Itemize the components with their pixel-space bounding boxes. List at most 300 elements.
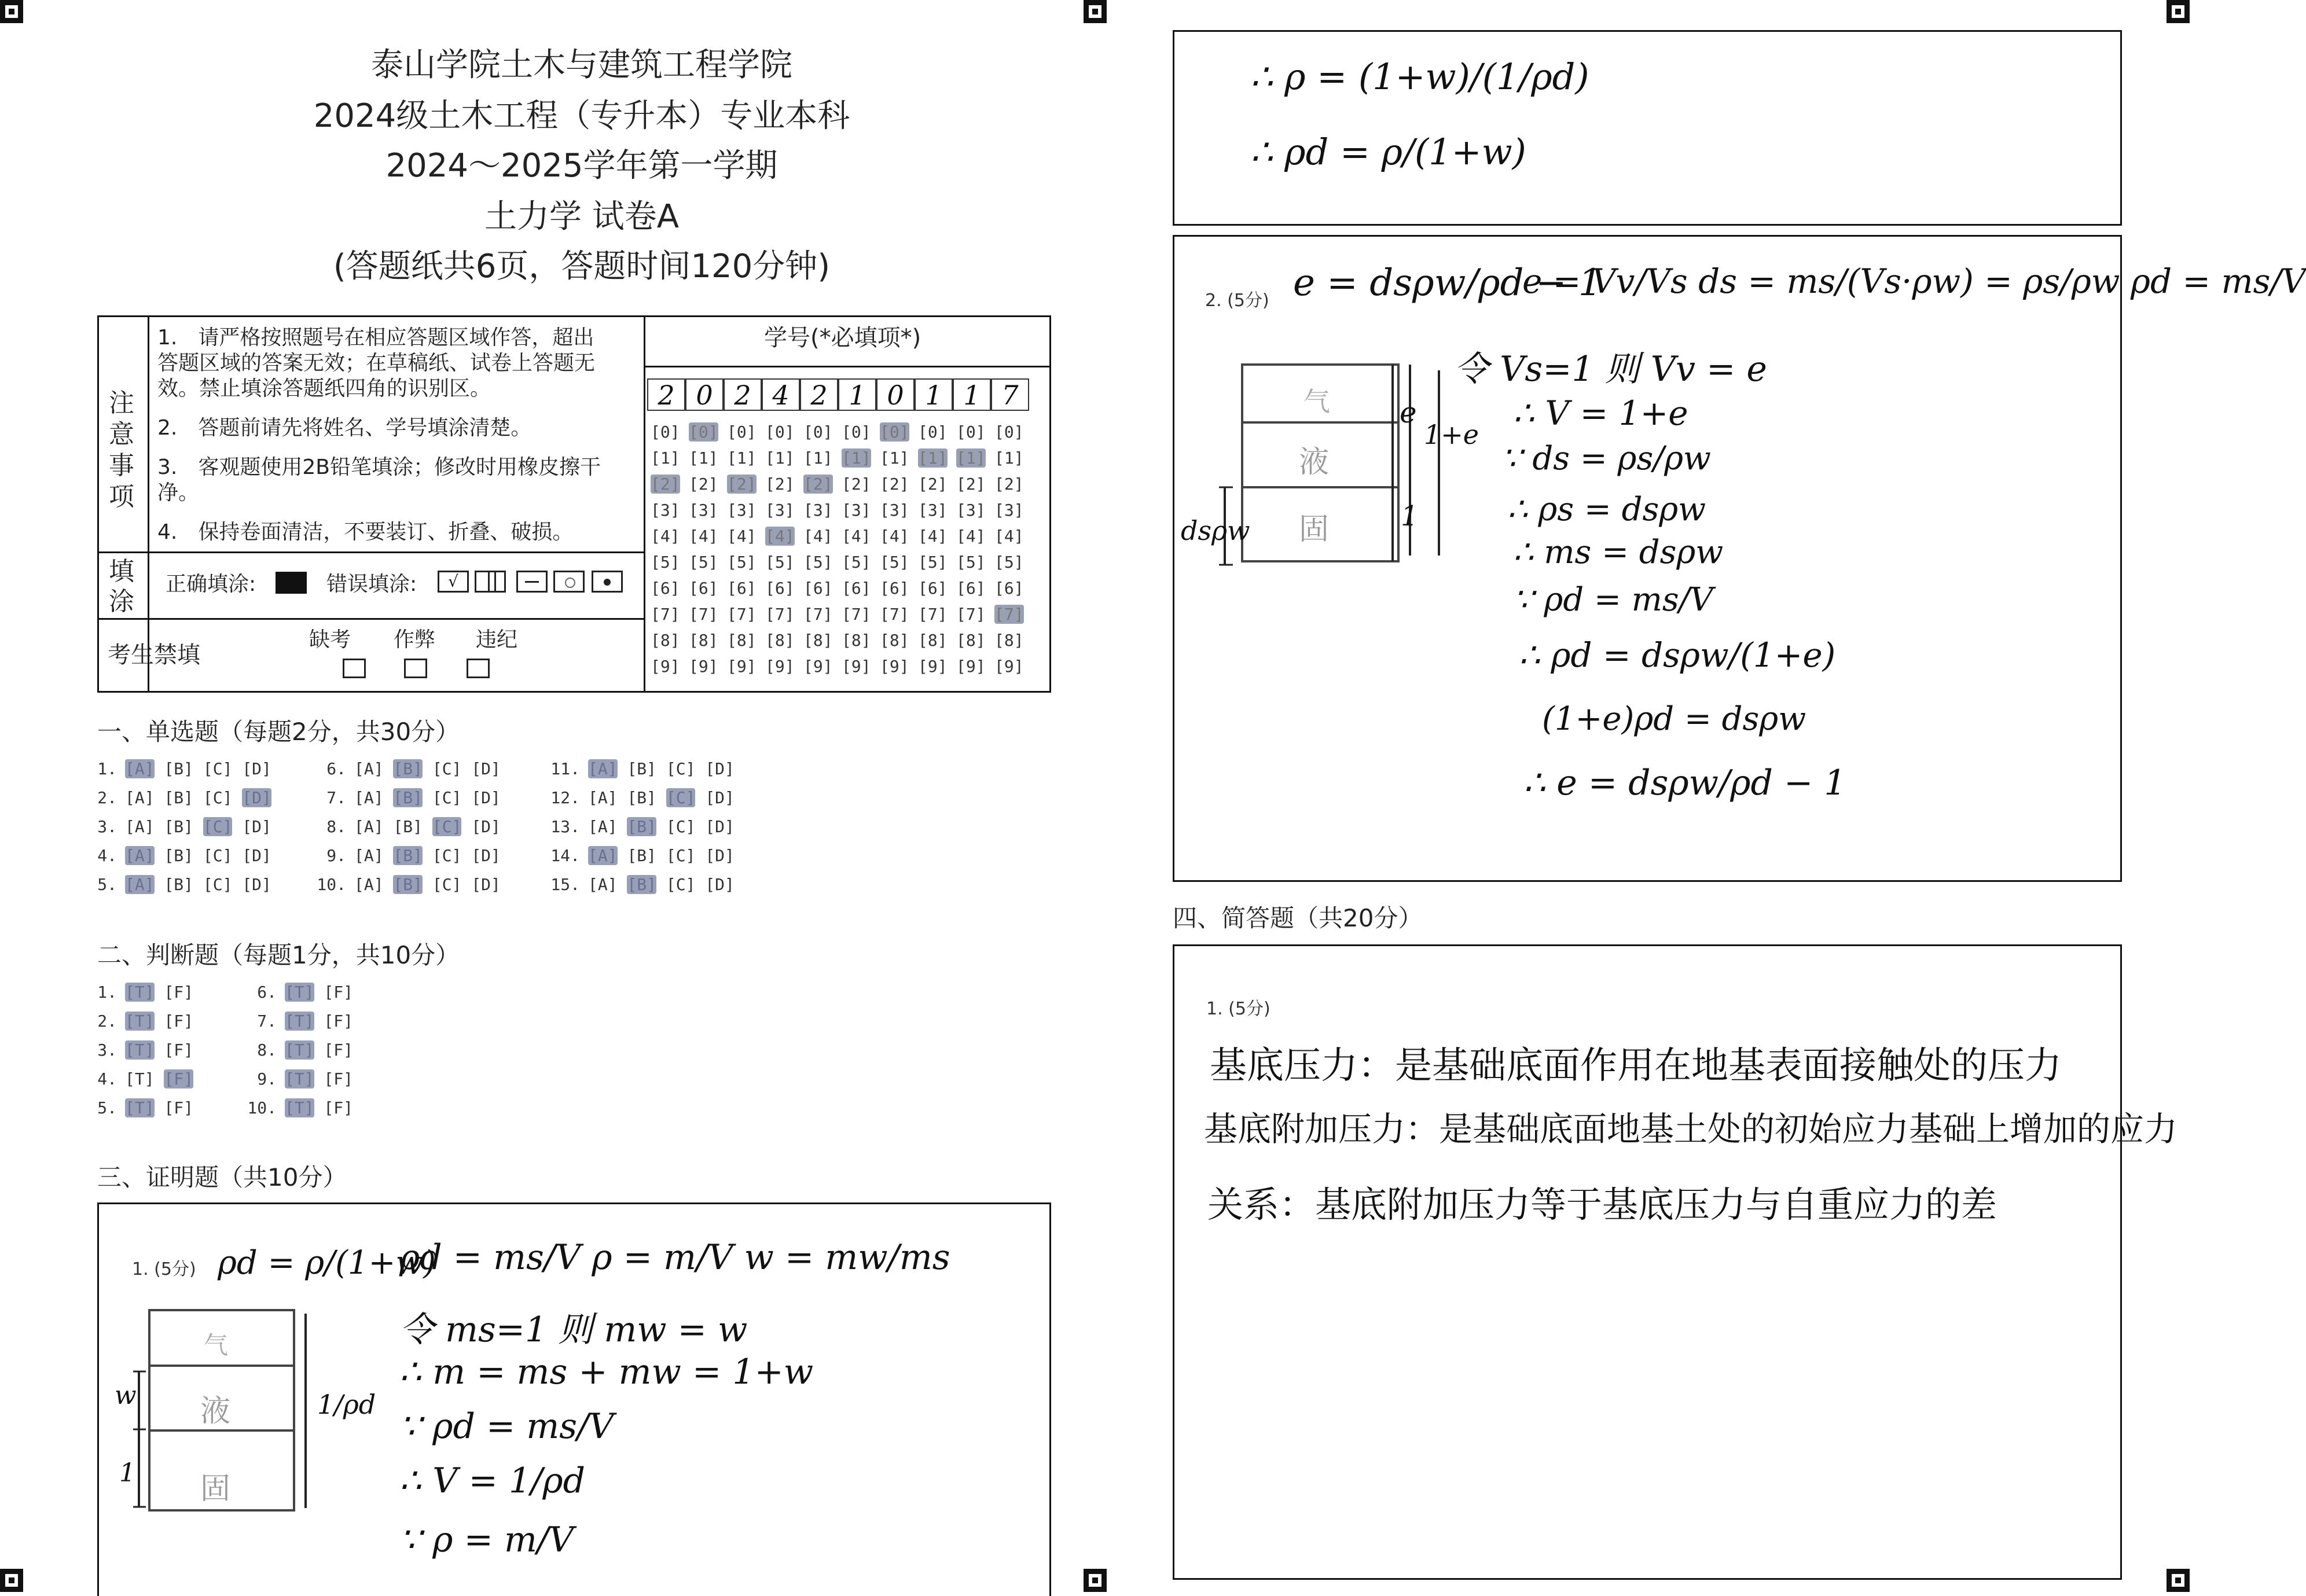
- fill-label: 填涂: [109, 557, 134, 616]
- short-answer-q1-label: 1. (5分): [1206, 999, 1270, 1019]
- option-bubble-d[interactable]: [D]: [242, 788, 271, 807]
- student-id-digit: 2: [800, 378, 838, 411]
- student-id-bubble[interactable]: [5]: [765, 553, 795, 572]
- option-bubble-f[interactable]: [F]: [324, 1040, 354, 1060]
- option-bubble-d[interactable]: [D]: [705, 817, 735, 836]
- proof-q2-line9: ∴ e = dsρw/ρd − 1: [1523, 763, 1846, 803]
- student-id-bubble[interactable]: [1]: [956, 448, 986, 468]
- student-id-label: 学号(*必填项*): [764, 325, 921, 351]
- section2-question-row[interactable]: [80, 1098, 193, 1117]
- student-id-bubble[interactable]: [0]: [765, 422, 795, 442]
- student-id-bubble[interactable]: [3]: [803, 501, 833, 520]
- section1-question-row[interactable]: [80, 846, 271, 865]
- option-bubble-b[interactable]: [B]: [393, 759, 423, 778]
- student-id-bubble[interactable]: [7]: [727, 605, 757, 624]
- question-number: 8.: [326, 817, 346, 836]
- option-bubble-f[interactable]: [F]: [164, 1040, 194, 1060]
- option-bubble-c[interactable]: [C]: [432, 759, 462, 778]
- diagram-q2-e: e: [1400, 396, 1417, 429]
- proof-q2-line2: ∴ V = 1+e: [1513, 394, 1688, 433]
- option-bubble-t[interactable]: [T]: [125, 1012, 155, 1031]
- section1-question-row[interactable]: [80, 759, 271, 778]
- diagram-q2-solid: 固: [1299, 512, 1330, 547]
- option-bubble-a[interactable]: [A]: [354, 759, 384, 778]
- student-id-bubble[interactable]: [5]: [956, 553, 986, 572]
- option-bubble-t[interactable]: [T]: [125, 1098, 155, 1117]
- section1-question-row[interactable]: [543, 817, 735, 836]
- student-id-bubble[interactable]: [6]: [994, 579, 1024, 598]
- student-id-bubble[interactable]: [5]: [803, 553, 833, 572]
- student-id-bubble[interactable]: [7]: [918, 605, 948, 624]
- student-id-digit: 2: [647, 378, 685, 411]
- fill-correct-label: 正确填涂:: [166, 572, 256, 596]
- option-bubble-t[interactable]: [T]: [125, 1069, 155, 1088]
- student-id-bubble[interactable]: [8]: [880, 631, 909, 650]
- notice-item-3: 3. 客观题使用2B铅笔填涂；修改时用橡皮擦干净。: [157, 455, 601, 505]
- proof-q1-line3: ∵ ρd = ms/V: [399, 1406, 614, 1447]
- header-term: 2024～2025学年第一学期: [385, 147, 778, 185]
- student-id-bubble[interactable]: [0]: [880, 422, 909, 442]
- option-bubble-b[interactable]: [B]: [627, 817, 657, 836]
- student-id-bubble[interactable]: [8]: [994, 631, 1024, 650]
- student-id-bubble[interactable]: [7]: [803, 605, 833, 624]
- student-id-bubble[interactable]: [8]: [765, 631, 795, 650]
- notice-item-2: 2. 答题前请先将姓名、学号填涂清楚。: [157, 416, 532, 440]
- question-number: 3.: [97, 1040, 117, 1060]
- option-bubble-b[interactable]: [B]: [164, 759, 194, 778]
- option-bubble-a[interactable]: [A]: [354, 788, 384, 807]
- option-bubble-t[interactable]: [T]: [125, 1040, 155, 1060]
- student-id-bubble[interactable]: [0]: [994, 422, 1024, 442]
- option-bubble-f[interactable]: [F]: [164, 1069, 194, 1088]
- question-number: 2.: [97, 1012, 117, 1031]
- diagram-q2-air: 气: [1303, 386, 1330, 417]
- student-id-bubble[interactable]: [3]: [842, 501, 871, 520]
- student-id-bubble[interactable]: [6]: [651, 579, 680, 598]
- corner-mark-top-center: [1084, 0, 1107, 23]
- short-answer-line1: 基底压力：是基础底面作用在地基表面接触处的压力: [1210, 1045, 2062, 1087]
- section2-question-row[interactable]: [240, 1012, 353, 1031]
- option-bubble-a[interactable]: [A]: [588, 759, 618, 778]
- student-id-bubble[interactable]: [1]: [842, 448, 871, 468]
- student-id-bubble[interactable]: [5]: [689, 553, 718, 572]
- student-id-bubble[interactable]: [2]: [803, 475, 833, 494]
- section1-question-row[interactable]: [309, 846, 501, 865]
- question-number: 11.: [550, 759, 580, 778]
- section2-question-row[interactable]: [80, 1069, 193, 1088]
- proof-q1-line2: ∴ m = ms + mw = 1+w: [399, 1352, 814, 1392]
- student-id-bubble[interactable]: [1]: [803, 448, 833, 468]
- proof-q1-result2: ∴ ρd = ρ/(1+w): [1250, 131, 1526, 173]
- proof-q2-line5: ∴ ms = dsρw: [1513, 534, 1724, 571]
- student-id-bubble[interactable]: [7]: [880, 605, 909, 624]
- student-id-bubble[interactable]: [0]: [842, 422, 871, 442]
- student-id-bubble[interactable]: [2]: [994, 475, 1024, 494]
- diagram-q1-right: 1/ρd: [317, 1389, 376, 1420]
- student-id-digit: 0: [876, 378, 915, 411]
- student-id-digit: 1: [915, 378, 953, 411]
- student-id-bubble[interactable]: [7]: [842, 605, 871, 624]
- student-id-bubble[interactable]: [3]: [765, 501, 795, 520]
- fill-wrong-circle: [553, 571, 585, 593]
- proof-q2-line3: ∵ ds = ρs/ρw: [1501, 440, 1711, 477]
- section1-question-row[interactable]: [543, 759, 735, 778]
- student-id-bubble[interactable]: [4]: [651, 527, 680, 546]
- notice-label: 注意事项: [109, 388, 134, 512]
- header-school: 泰山学院土木与建筑工程学院: [371, 46, 792, 84]
- student-id-bubble[interactable]: [4]: [994, 527, 1024, 546]
- student-id-bubble[interactable]: [9]: [918, 657, 948, 676]
- student-id-bubble[interactable]: [0]: [803, 422, 833, 442]
- option-bubble-a[interactable]: [A]: [125, 788, 155, 807]
- student-id-bubble[interactable]: [0]: [918, 422, 948, 442]
- option-bubble-c[interactable]: [C]: [203, 788, 233, 807]
- student-id-bubble[interactable]: [4]: [880, 527, 909, 546]
- diagram-q1-air: 气: [204, 1331, 229, 1359]
- option-bubble-b[interactable]: [B]: [627, 759, 657, 778]
- option-bubble-c[interactable]: [C]: [203, 846, 233, 865]
- student-id-bubble[interactable]: [6]: [727, 579, 757, 598]
- question-number: 6.: [257, 983, 277, 1002]
- student-id-bubble[interactable]: [1]: [689, 448, 718, 468]
- student-id-bubble[interactable]: [8]: [918, 631, 948, 650]
- option-bubble-a[interactable]: [A]: [125, 817, 155, 836]
- header-exam-title: 土力学 试卷A: [484, 198, 680, 236]
- student-id-bubble[interactable]: [3]: [880, 501, 909, 520]
- option-bubble-d[interactable]: [D]: [471, 846, 501, 865]
- student-id-bubble[interactable]: [6]: [689, 579, 718, 598]
- student-id-bubble[interactable]: [2]: [918, 475, 948, 494]
- student-id-bubble[interactable]: [9]: [956, 657, 986, 676]
- diagram-q1-solid: 固: [200, 1472, 231, 1506]
- section2-question-row[interactable]: [240, 1069, 353, 1088]
- option-bubble-a[interactable]: [A]: [354, 817, 384, 836]
- proof-q2-given: e = dsρw/ρd − 1: [1293, 262, 1602, 304]
- student-id-bubble[interactable]: [0]: [727, 422, 757, 442]
- question-number: 6.: [326, 759, 346, 778]
- proof-q2-line8: (1+e)ρd = dsρw: [1542, 700, 1806, 738]
- student-id-bubble[interactable]: [6]: [803, 579, 833, 598]
- option-bubble-c[interactable]: [C]: [432, 788, 462, 807]
- forbidden-label: 考生禁填: [108, 642, 200, 668]
- option-bubble-b[interactable]: [B]: [164, 788, 194, 807]
- option-bubble-c[interactable]: [C]: [203, 759, 233, 778]
- student-id-bubble[interactable]: [7]: [765, 605, 795, 624]
- option-bubble-b[interactable]: [B]: [393, 846, 423, 865]
- student-id-bubble[interactable]: [9]: [727, 657, 757, 676]
- option-bubble-d[interactable]: [D]: [705, 875, 735, 894]
- student-id-bubble[interactable]: [2]: [880, 475, 909, 494]
- question-number: 10.: [247, 1098, 277, 1117]
- diagram-q2-one: 1: [1401, 500, 1419, 532]
- option-bubble-f[interactable]: [F]: [164, 1012, 194, 1031]
- forbidden-cheat-box[interactable]: [404, 659, 427, 678]
- student-id-bubble[interactable]: [2]: [651, 475, 680, 494]
- option-bubble-f[interactable]: [F]: [164, 983, 194, 1002]
- student-id-bubble[interactable]: [3]: [689, 501, 718, 520]
- diagram-q1-one: 1: [119, 1458, 135, 1488]
- forbidden-absent-box[interactable]: [343, 659, 366, 678]
- section1-question-row[interactable]: [309, 788, 501, 807]
- option-bubble-c[interactable]: [C]: [432, 846, 462, 865]
- option-bubble-d[interactable]: [D]: [242, 759, 271, 778]
- student-id-digit: 0: [685, 378, 724, 411]
- option-bubble-d[interactable]: [D]: [705, 788, 735, 807]
- option-bubble-b[interactable]: [B]: [393, 875, 423, 894]
- student-id-bubble[interactable]: [3]: [651, 501, 680, 520]
- option-bubble-t[interactable]: [T]: [285, 1040, 314, 1060]
- question-number: 12.: [550, 788, 580, 807]
- option-bubble-c[interactable]: [C]: [666, 759, 696, 778]
- student-id-bubble[interactable]: [7]: [689, 605, 718, 624]
- question-number: 2.: [97, 788, 117, 807]
- student-id-bubble[interactable]: [4]: [689, 527, 718, 546]
- proof-q2-label: 2. (5分): [1205, 290, 1269, 311]
- option-bubble-c[interactable]: [C]: [666, 788, 696, 807]
- student-id-bubble[interactable]: [8]: [803, 631, 833, 650]
- section1-question-row[interactable]: [309, 875, 501, 894]
- proof-q1-line1: 令 ms=1 则 mw = w: [399, 1310, 748, 1350]
- student-id-bubble[interactable]: [1]: [727, 448, 757, 468]
- student-id-bubble[interactable]: [2]: [727, 475, 757, 494]
- section2-question-row[interactable]: [240, 1098, 353, 1117]
- student-id-bubble[interactable]: [4]: [727, 527, 757, 546]
- student-id-bubble[interactable]: [1]: [918, 448, 948, 468]
- question-number: 13.: [550, 817, 580, 836]
- student-id-bubble[interactable]: [0]: [689, 422, 718, 442]
- header-exam-info: (答题纸共6页，答题时间120分钟): [333, 248, 831, 285]
- short-answer-line3: 关系：基底附加压力等于基底压力与自重应力的差: [1207, 1183, 1997, 1226]
- option-bubble-f[interactable]: [F]: [164, 1098, 194, 1117]
- proof-q2-line6: ∵ ρd = ms/V: [1513, 581, 1713, 619]
- student-id-bubble[interactable]: [9]: [994, 657, 1024, 676]
- fill-wrong-label: 错误填涂:: [326, 572, 417, 596]
- section1-title: 一、单选题（每题2分，共30分）: [97, 718, 460, 746]
- fill-wrong-bar: [475, 571, 506, 593]
- short-answer-line2: 基底附加压力：是基础底面地基土处的初始应力基础上增加的应力: [1204, 1109, 2178, 1149]
- corner-mark-top-left: [0, 0, 23, 23]
- option-bubble-c[interactable]: [C]: [432, 817, 462, 836]
- student-id-digit: 1: [838, 378, 876, 411]
- proof-q2-defs: e = Vv/Vs ds = ms/(Vs·ρw) = ρs/ρw ρd = ms/V: [1522, 262, 2306, 301]
- student-id-bubble[interactable]: [6]: [880, 579, 909, 598]
- option-bubble-t[interactable]: [T]: [285, 983, 314, 1002]
- option-bubble-a[interactable]: [A]: [588, 817, 618, 836]
- student-id-bubble[interactable]: [7]: [651, 605, 680, 624]
- student-id-bubble[interactable]: [3]: [994, 501, 1024, 520]
- option-bubble-b[interactable]: [B]: [164, 846, 194, 865]
- section1-question-row[interactable]: [543, 875, 735, 894]
- section1-question-row[interactable]: [80, 817, 271, 836]
- proof-q2-line1: 令 Vs=1 则 Vv = e: [1454, 349, 1767, 389]
- option-bubble-b[interactable]: [B]: [164, 817, 194, 836]
- student-id-bubble[interactable]: [6]: [842, 579, 871, 598]
- proof-q1-result1: ∴ ρ = (1+w)/(1/ρd): [1250, 56, 1589, 98]
- option-bubble-c[interactable]: [C]: [666, 875, 696, 894]
- student-id-bubble[interactable]: [9]: [880, 657, 909, 676]
- section1-question-row[interactable]: [309, 817, 501, 836]
- student-id-bubble[interactable]: [8]: [727, 631, 757, 650]
- section2-question-row[interactable]: [80, 1040, 193, 1060]
- student-id-bubble[interactable]: [4]: [765, 527, 795, 546]
- notice-item-1: 1. 请严格按照题号在相应答题区域作答，超出答题区域的答案无效；在草稿纸、试卷上答题无效。禁止填涂答题纸四角的识别区。: [157, 326, 596, 400]
- option-bubble-t[interactable]: [T]: [125, 983, 155, 1002]
- option-bubble-t[interactable]: [T]: [285, 1069, 314, 1088]
- option-bubble-f[interactable]: [F]: [324, 1012, 354, 1031]
- option-bubble-d[interactable]: [D]: [242, 875, 271, 894]
- diagram-q2-1e: 1+e: [1424, 419, 1479, 450]
- option-bubble-a[interactable]: [A]: [354, 846, 384, 865]
- student-id-bubble[interactable]: [5]: [880, 553, 909, 572]
- option-bubble-c[interactable]: [C]: [666, 846, 696, 865]
- corner-mark-bottom-center: [1084, 1569, 1107, 1592]
- student-id-bubble[interactable]: [9]: [689, 657, 718, 676]
- question-number: 4.: [97, 846, 117, 865]
- student-id-bubble[interactable]: [3]: [727, 501, 757, 520]
- question-number: 5.: [97, 1098, 117, 1117]
- section4-title: 四、简答题（共20分）: [1173, 904, 1423, 932]
- option-bubble-a[interactable]: [A]: [125, 759, 155, 778]
- student-id-bubble[interactable]: [5]: [994, 553, 1024, 572]
- option-bubble-a[interactable]: [A]: [125, 875, 155, 894]
- student-id-bubble[interactable]: [5]: [918, 553, 948, 572]
- student-id-bubble[interactable]: [1]: [880, 448, 909, 468]
- student-id-bubble[interactable]: [7]: [956, 605, 986, 624]
- student-id-bubble[interactable]: [9]: [842, 657, 871, 676]
- student-id-bubble[interactable]: [4]: [803, 527, 833, 546]
- question-number: 15.: [550, 875, 580, 894]
- section1-question-row[interactable]: [543, 846, 735, 865]
- option-bubble-d[interactable]: [D]: [471, 817, 501, 836]
- student-id-bubble[interactable]: [9]: [803, 657, 833, 676]
- diagram-q2-liquid: 液: [1299, 445, 1330, 480]
- student-id-bubble[interactable]: [2]: [956, 475, 986, 494]
- option-bubble-b[interactable]: [B]: [164, 875, 194, 894]
- student-id-digit: 4: [762, 378, 800, 411]
- option-bubble-c[interactable]: [C]: [666, 817, 696, 836]
- student-id-bubble[interactable]: [2]: [765, 475, 795, 494]
- proof-q1-given: ρd = ρ/(1+w): [218, 1244, 436, 1282]
- option-bubble-a[interactable]: [A]: [588, 846, 618, 865]
- fill-wrong-dash: [516, 571, 548, 593]
- student-id-bubble[interactable]: [0]: [956, 422, 986, 442]
- diagram-q1-liquid: 液: [200, 1394, 231, 1429]
- question-number: 1.: [97, 759, 117, 778]
- section2-question-row[interactable]: [80, 983, 193, 1002]
- student-id-bubble[interactable]: [5]: [727, 553, 757, 572]
- forbidden-violation-label: 违纪: [476, 628, 518, 652]
- proof-q1-line4: ∴ V = 1/ρd: [399, 1461, 586, 1501]
- option-bubble-d[interactable]: [D]: [471, 875, 501, 894]
- section2-question-row[interactable]: [80, 1012, 193, 1031]
- question-number: 14.: [550, 846, 580, 865]
- option-bubble-b[interactable]: [B]: [393, 788, 423, 807]
- option-bubble-d[interactable]: [D]: [705, 846, 735, 865]
- question-number: 9.: [326, 846, 346, 865]
- option-bubble-b[interactable]: [B]: [627, 846, 657, 865]
- option-bubble-f[interactable]: [F]: [324, 1098, 354, 1117]
- student-id-bubble[interactable]: [8]: [689, 631, 718, 650]
- option-bubble-f[interactable]: [F]: [324, 1069, 354, 1088]
- section2-question-row[interactable]: [240, 983, 353, 1002]
- option-bubble-d[interactable]: [D]: [471, 759, 501, 778]
- section1-question-row[interactable]: [80, 875, 271, 894]
- option-bubble-a[interactable]: [A]: [125, 846, 155, 865]
- student-id-bubble[interactable]: [7]: [994, 605, 1024, 624]
- question-number: 4.: [97, 1069, 117, 1088]
- option-bubble-b[interactable]: [B]: [627, 875, 657, 894]
- section2-question-row[interactable]: [240, 1040, 353, 1060]
- option-bubble-a[interactable]: [A]: [588, 788, 618, 807]
- student-id-bubble[interactable]: [3]: [918, 501, 948, 520]
- option-bubble-d[interactable]: [D]: [705, 759, 735, 778]
- option-bubble-d[interactable]: [D]: [471, 788, 501, 807]
- student-id-bubble[interactable]: [2]: [689, 475, 718, 494]
- student-id-bubble[interactable]: [4]: [956, 527, 986, 546]
- option-bubble-b[interactable]: [B]: [627, 788, 657, 807]
- option-bubble-d[interactable]: [D]: [242, 817, 271, 836]
- student-id-bubble[interactable]: [2]: [842, 475, 871, 494]
- student-id-bubble[interactable]: [1]: [994, 448, 1024, 468]
- student-id-bubble[interactable]: [6]: [765, 579, 795, 598]
- corner-mark-bottom-right: [2167, 1569, 2190, 1592]
- section2-title: 二、判断题（每题1分，共10分）: [97, 941, 460, 969]
- option-bubble-t[interactable]: [T]: [285, 1098, 314, 1117]
- section1-question-row[interactable]: [543, 788, 735, 807]
- diagram-q1-w: w: [115, 1381, 137, 1410]
- question-number: 5.: [97, 875, 117, 894]
- student-id-bubble[interactable]: [1]: [651, 448, 680, 468]
- student-id-bubble[interactable]: [9]: [765, 657, 795, 676]
- student-id-bubble[interactable]: [0]: [651, 422, 680, 442]
- option-bubble-a[interactable]: [A]: [588, 875, 618, 894]
- proof-q1-defs: ρd = ms/V ρ = m/V w = mw/ms: [399, 1237, 950, 1278]
- question-number: 7.: [326, 788, 346, 807]
- student-id-bubble[interactable]: [6]: [918, 579, 948, 598]
- student-id-bubble[interactable]: [5]: [842, 553, 871, 572]
- option-bubble-b[interactable]: [B]: [393, 817, 423, 836]
- student-id-bubble[interactable]: [6]: [956, 579, 986, 598]
- student-id-bubble[interactable]: [8]: [842, 631, 871, 650]
- option-bubble-a[interactable]: [A]: [354, 875, 384, 894]
- proof-q2-line4: ∴ ρs = dsρw: [1507, 491, 1706, 528]
- option-bubble-f[interactable]: [F]: [324, 983, 354, 1002]
- option-bubble-c[interactable]: [C]: [432, 875, 462, 894]
- student-id-bubble[interactable]: [5]: [651, 553, 680, 572]
- section1-question-row[interactable]: [309, 759, 501, 778]
- student-id-bubble[interactable]: [8]: [651, 631, 680, 650]
- forbidden-violation-box[interactable]: [467, 659, 490, 678]
- option-bubble-t[interactable]: [T]: [285, 1012, 314, 1031]
- corner-mark-bottom-left: [0, 1569, 23, 1592]
- option-bubble-d[interactable]: [D]: [242, 846, 271, 865]
- student-id-bubble[interactable]: [1]: [765, 448, 795, 468]
- question-number: 3.: [97, 817, 117, 836]
- option-bubble-c[interactable]: [C]: [203, 875, 233, 894]
- student-id-bubble[interactable]: [8]: [956, 631, 986, 650]
- question-number: 1.: [97, 983, 117, 1002]
- student-id-bubble[interactable]: [9]: [651, 657, 680, 676]
- option-bubble-c[interactable]: [C]: [203, 817, 233, 836]
- student-id-bubble[interactable]: [3]: [956, 501, 986, 520]
- student-id-bubble[interactable]: [4]: [842, 527, 871, 546]
- fill-correct-sample: [276, 572, 307, 594]
- section1-question-row[interactable]: [80, 788, 271, 807]
- student-id-digit: 2: [724, 378, 762, 411]
- section3-title: 三、证明题（共10分）: [97, 1163, 347, 1192]
- notice-item-4: 4. 保持卷面清洁，不要装订、折叠、破损。: [157, 520, 574, 544]
- student-id-bubble[interactable]: [4]: [918, 527, 948, 546]
